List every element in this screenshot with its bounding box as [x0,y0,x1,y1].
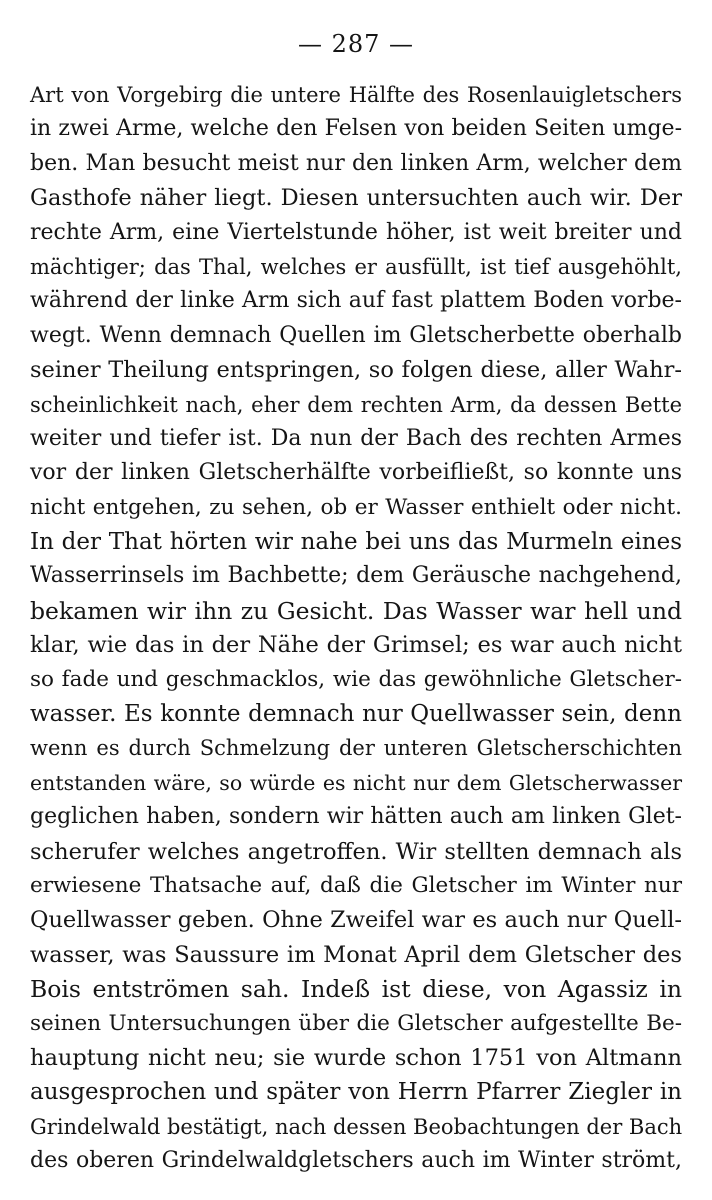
text-line: Art von Vorgebirg die untere Hälfte des Rosenlauigletschers [30,83,682,107]
text-line: weiter und tiefer ist. Da nun der Bach des rechten Armes [30,425,682,451]
text-line: des oberen Grindelwaldgletschers auch im Winter strömt, [30,1148,682,1174]
text-line: mächtiger; das Thal, welches er ausfüllt, ist tief ausgehöhlt, [30,254,682,279]
text-line: ben. Man besucht meist nur den linken Arm, welcher dem [30,150,682,176]
page-number: — 287 — [297,30,415,58]
text-line: Gasthofe näher liegt. Diesen untersuchten auch wir. Der [30,185,682,212]
text-line: erwiesene Thatsache auf, daß die Gletscher im Winter nur [30,872,682,898]
text-line: In der That hörten wir nahe bei uns das Murmeln eines [30,529,682,556]
text-line: Wasserrinsels im Bachbette; dem Geräusche nachgehend, [30,563,682,589]
text-line: Quellwasser geben. Ohne Zweifel war es auch nur Quell- [30,907,682,934]
text-line: geglichen haben, sondern wir hätten auch am linken Glet- [30,804,682,830]
text-line: wasser. Es konnte demnach nur Quellwasser sein, denn [30,701,682,728]
text-line: seiner Theilung entspringen, so folgen diese, aller Wahr- [30,357,682,384]
text-line: scherufer welches angetroffen. Wir stellten demnach als [30,838,682,865]
text-line: Bois entströmen sah. Indeß ist diese, von Agassiz in [30,975,682,1004]
text-line: entstanden wäre, so würde es nicht nur dem Gletscherwasser [30,770,682,795]
text-line: seinen Untersuchungen über die Gletscher aufgestellte Be- [30,1010,682,1036]
text-line: scheinlichkeit nach, eher dem rechten Arm, da dessen Bette [30,392,682,417]
text-line: wasser, was Saussure im Monat April dem Gletscher des [30,941,682,968]
text-line: rechte Arm, eine Viertelstunde höher, ist weit breiter und [30,219,682,245]
text-line: in zwei Arme, welche den Felsen von beiden Seiten umge- [30,116,682,142]
text-line: so fade und geschmacklos, wie das gewöhnliche Gletscher- [30,666,682,692]
text-line: wenn es durch Schmelzung der unteren Gletscherschichten [30,736,682,761]
body-text [30,78,682,1179]
text-line: während der linke Arm sich auf fast plattem Boden vorbe- [30,288,682,314]
text-line: nicht entgehen, zu sehen, ob er Wasser enthielt oder nicht. [30,494,682,520]
text-line: wegt. Wenn demnach Quellen im Gletscherbette oberhalb [30,322,682,348]
text-line: hauptung nicht neu; sie wurde schon 1751 von Altmann [30,1044,682,1071]
text-line: bekamen wir ihn zu Gesicht. Das Wasser war hell und [30,596,682,625]
text-line: ausgesprochen und später von Herrn Pfarrer Ziegler in [30,1079,682,1106]
text-line: klar, wie das in der Nähe der Grimsel; es war auch nicht [30,632,682,659]
text-line: Grindelwald bestätigt, nach dessen Beobachtungen der Bach [30,1114,683,1139]
text-line: vor der linken Gletscherhälfte vorbeifließt, so konnte uns [30,460,682,486]
